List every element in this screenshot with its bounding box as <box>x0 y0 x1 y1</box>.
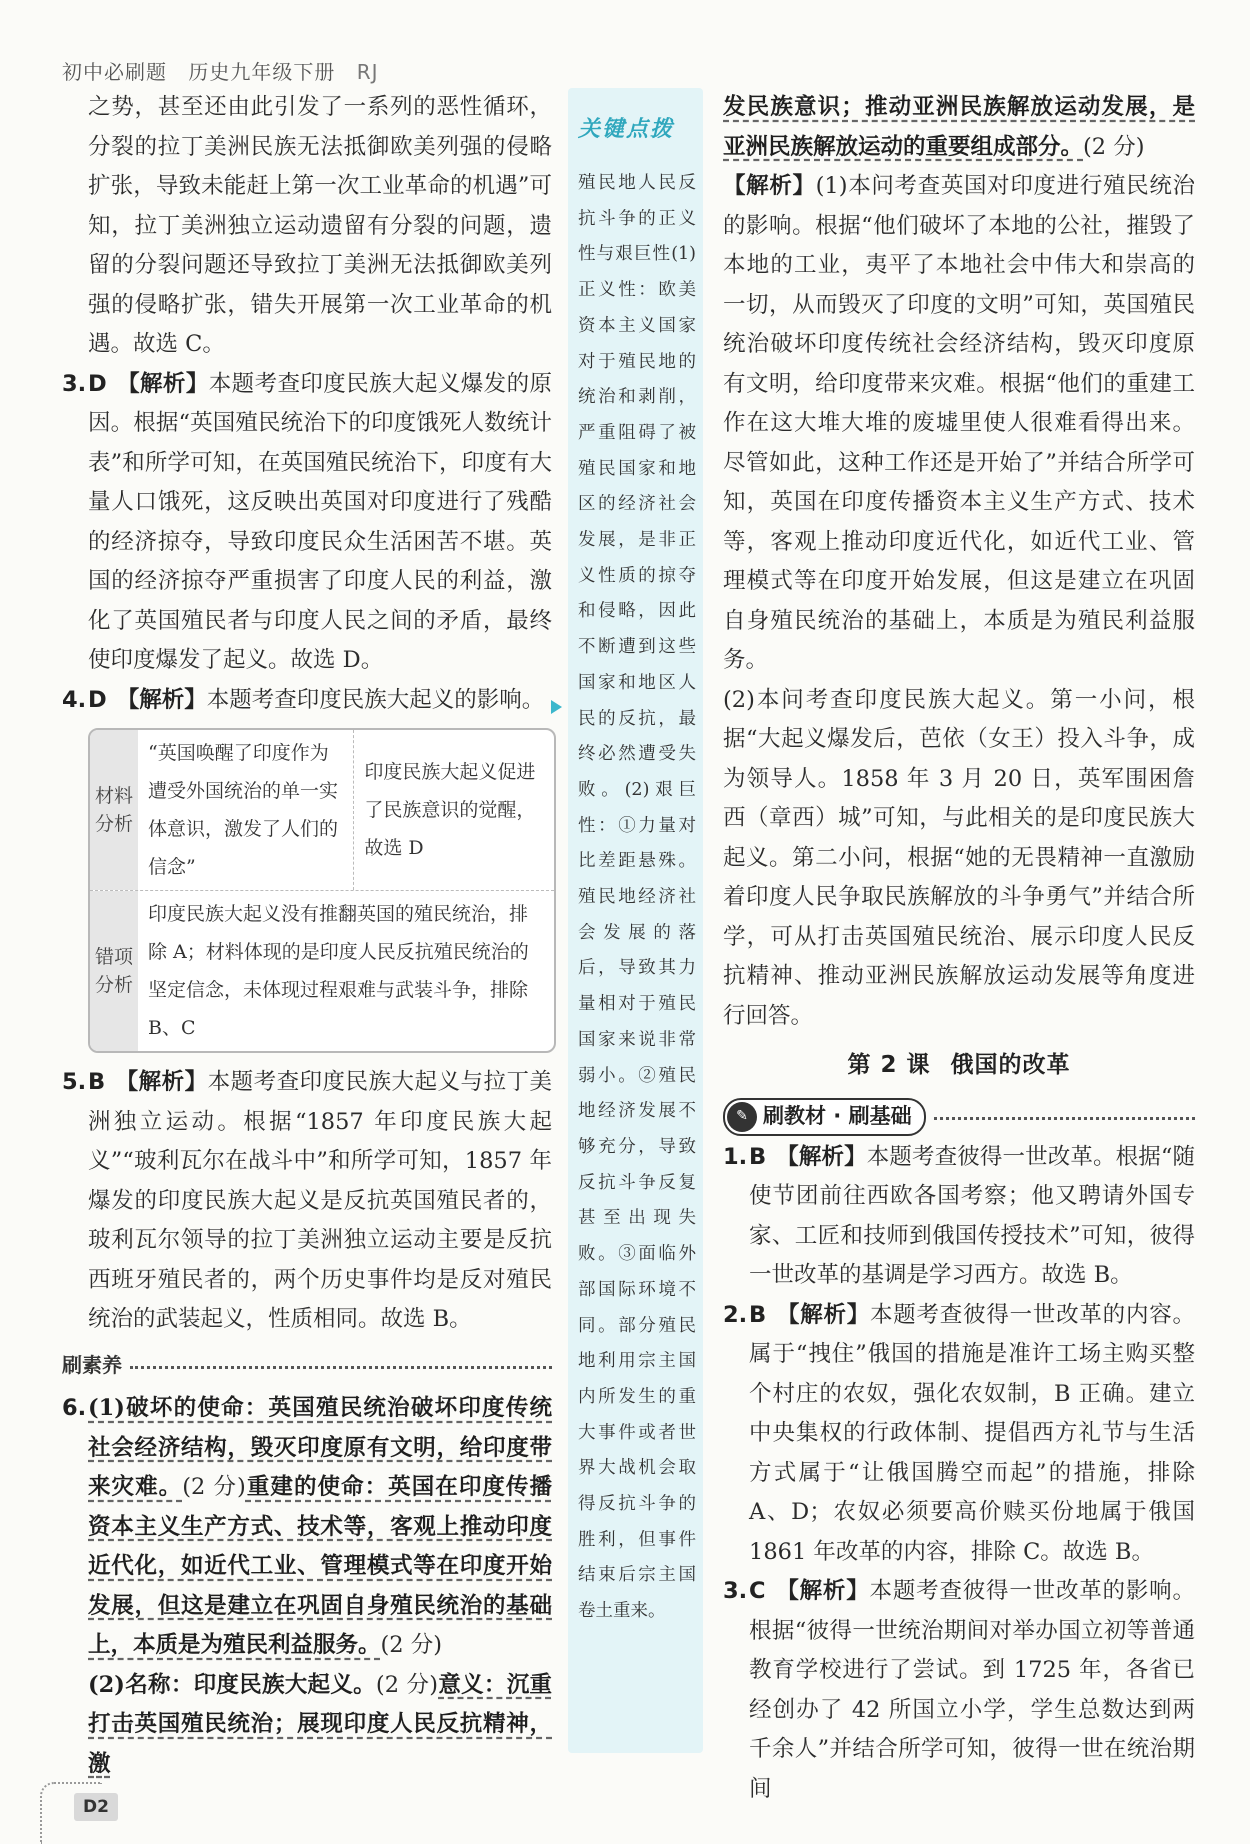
dotted-divider <box>130 1366 552 1369</box>
analysis-part1 <box>723 167 1195 681</box>
score: (2 分) <box>182 1474 246 1500</box>
edition-label: RJ <box>356 60 379 84</box>
analysis-text: 本题考查印度民族大起义与拉丁美洲独立运动。根据“1857 年印度民族大起义”“玻利瓦尔在战斗中”和所学可知，1857 年爆发的印度民族大起义是反抗英国殖民者的，玻利瓦尔领导的拉丁美洲独立运动主要是反抗西班牙殖民者的，两个历史事件均是反对殖民统治的武装起义，性质相同。故选 B。 <box>88 1069 552 1332</box>
book-icon: ✎ <box>727 1102 757 1132</box>
answer-letter: D <box>88 370 107 397</box>
question-3 <box>62 365 552 681</box>
question-4 <box>62 681 552 721</box>
analysis-table <box>88 728 556 1053</box>
question-3-right <box>723 1572 1195 1809</box>
book-title: 初中必刷题 <box>62 60 167 84</box>
material-note: 印度民族大起义促进了民族意识的觉醒，故选 D <box>364 761 536 859</box>
analysis-text: 本题考查印度民族大起义爆发的原因。根据“英国殖民统治下的印度饿死人数统计表”和所学可知，在英国殖民统治下，印度有大量人口饿死，这反映出英国对印度进行了残酷的经济掠夺，导致印度民众生活困苦不堪。英国的经济掠夺严重损害了印度人民的利益，激化了英国殖民者与印度人民之间的矛盾，最终使印度爆发了起义。故选 D。 <box>88 370 552 673</box>
answer-part1-destroy: (1)破坏的使命：英国殖民统治破坏印度传统社会经济结构，毁灭印度原有文明，给印度带来灾难。 <box>88 1395 552 1500</box>
row-header: 错项分析 <box>90 891 138 1051</box>
analysis-text: 本题考查彼得一世改革的影响。根据“彼得一世统治期间对举办国立初等普通教育学校进行了尝试。到 1725 年，各省已经创办了 42 所国立小学，学生总数达到两千余人”并结合所学可知，彼得一世在统治期间 <box>749 1578 1195 1802</box>
section-heading <box>62 1346 552 1386</box>
analysis-tag: 【解析】 <box>775 1578 870 1604</box>
section-label: 刷教材 · 刷基础 <box>763 1103 912 1128</box>
question-2 <box>723 1296 1195 1573</box>
continued-answer <box>723 88 1195 167</box>
page-header <box>62 56 393 85</box>
answer-letter: B <box>749 1301 767 1328</box>
lesson-number: 第 2 课 <box>847 1052 931 1078</box>
score: (2 分) <box>380 1632 443 1658</box>
analysis-tag: 【解析】 <box>776 1143 867 1170</box>
sidebar-title: 关键点拨 <box>578 116 675 142</box>
answer-part1-rebuild: 重建的使命：英国在印度传播资本主义生产方式、技术等，客观上推动印度近代化，如近代工业、管理模式等在印度开始发展，但这是建立在巩固自身殖民统治的基础上，本质是为殖民利益服务。 <box>88 1474 552 1658</box>
lesson-name: 俄国的改革 <box>950 1052 1071 1078</box>
answer-letter: C <box>749 1578 766 1604</box>
question-1 <box>723 1138 1195 1296</box>
analysis-part2: (2)本问考查印度民族大起义。第一小问，根据“大起义爆发后，芭依（女王）投入斗争，成为领导人。1858 年 3 月 20 日，英军围困詹西（章西）城”可知，与此相关的是印度民族大起义。第二小问，根据“她的无畏精神一直激励着印度人民争取民族解放的斗争勇气”并结合所学，可从打击英国殖民统治、展示印度人民反抗精神、推动亚洲民族解放运动发展等角度进行回答。 <box>723 686 1195 1029</box>
pointer-arrow-icon <box>551 700 562 714</box>
section-label: 刷素养 <box>62 1352 122 1377</box>
right-column <box>723 88 1195 1809</box>
subject-title: 历史九年级下册 <box>188 60 336 84</box>
lesson-title <box>723 1046 1195 1086</box>
analysis-tag: 【解析】 <box>723 173 816 199</box>
analysis-text: 本题考查印度民族大起义的影响。 <box>206 686 545 713</box>
question-number: 3. <box>62 370 87 397</box>
continued-answer: 之势，甚至还由此引发了一系列的恶性循环，分裂的拉丁美洲民族无法抵御欧美列强的侵略扩张，导致未能赶上第一次工业革命的机遇”可知，拉丁美洲独立运动遗留有分裂的问题，遗留的分裂问题还导致拉丁美洲无法抵御欧美列强的侵略扩张，错失开展第一次工业革命的机遇。故选 C。 <box>88 94 552 357</box>
answer-letter: D <box>88 686 107 713</box>
question-number: 3. <box>723 1578 748 1604</box>
answer-part2-name: (2)名称：印度民族大起义。 <box>88 1671 376 1698</box>
question-number: 5. <box>62 1069 87 1095</box>
section-heading <box>723 1098 1195 1136</box>
answer-continued: 发民族意识；推动亚洲民族解放运动发展，是亚洲民族解放运动的重要组成部分。 <box>723 94 1195 160</box>
answer-part2-significance: 意义：沉重打击英国殖民统治；展现印度人民反抗精神，激 <box>88 1671 552 1777</box>
table-row <box>90 891 554 1051</box>
analysis-tag: 【解析】 <box>776 1301 870 1328</box>
question-number: 1. <box>723 1143 748 1170</box>
analysis-tag: 【解析】 <box>115 1069 208 1095</box>
analysis-tag: 【解析】 <box>116 686 207 713</box>
wrong-option-analysis: 印度民族大起义没有推翻英国的殖民统治，排除 A；材料体现的是印度人民反抗殖民统治的坚定信念，未体现过程艰难与武装斗争，排除 B、C <box>148 903 529 1039</box>
section-pill <box>723 1098 926 1136</box>
answer-letter: B <box>88 1069 106 1095</box>
score: (2 分) <box>375 1671 439 1698</box>
material-quote: “英国唤醒了印度作为遭受外国统治的单一实体意识，激发了人们的信念” <box>138 730 354 890</box>
analysis-text: 本题考查彼得一世改革的内容。属于“拽住”俄国的措施是准许工场主购买整个村庄的农奴，强化农奴制，B 正确。建立中央集权的行政体制、提倡西方礼节与生活方式属于“让俄国腾空而起”的措施，排除 A、D；农奴必须要高价赎买份地属于俄国 1861 年改革的内容，排除 C。故选 B。 <box>749 1301 1195 1565</box>
dotted-divider <box>934 1117 1195 1120</box>
question-number: 4. <box>62 686 87 713</box>
sidebar-text: 殖民地人民反抗斗争的正义性与艰巨性(1)正义性：欧美资本主义国家对于殖民地的统治和剥削，严重阻碍了被殖民国家和地区的经济社会发展，是非正义性质的掠夺和侵略，因此不断遭到这些国家和地区人民的反抗，最终必然遭受失败。(2)艰巨性：①力量对比差距悬殊。殖民地经济社会发展的落后，导致其力量相对于殖民国家来说非常弱小。②殖民地经济发展不够充分，导致反抗斗争反复甚至出现失败。③面临外部国际环境不同。部分殖民地利用宗主国内所发生的重大事件或者世界大战机会取得反抗斗争的胜利，但事件结束后宗主国卷土重来。 <box>578 173 696 1622</box>
question-5 <box>62 1063 552 1340</box>
table-row <box>90 730 554 891</box>
answer-letter: B <box>749 1143 767 1170</box>
question-number: 2. <box>723 1301 748 1328</box>
question-number: 6. <box>62 1395 87 1421</box>
score: (2 分) <box>1083 133 1145 160</box>
row-header: 材料分析 <box>90 730 138 890</box>
left-column <box>62 88 552 1784</box>
analysis-text: (1)本问考查英国对印度进行殖民统治的影响。根据“他们破坏了本地的公社，摧毁了本地的工业，夷平了本地社会中伟大和崇高的一切，从而毁灭了印度的文明”可知，英国殖民统治破坏印度传统社会经济结构，毁灭印度原有文明，给印度带来灾难。根据“他们的重建工作在这大堆大堆的废墟里使人很难看得出来。尽管如此，这种工作还是开始了”并结合所学可知，英国在印度传播资本主义生产方式、技术等，客观上推动印度近代化，如近代工业、管理模式等在印度开始发展，但这是建立在巩固自身殖民统治的基础上，本质是为殖民利益服务。 <box>723 173 1195 673</box>
analysis-tag: 【解析】 <box>116 370 209 397</box>
page-number: D2 <box>74 1793 118 1821</box>
analysis-text: 本题考查彼得一世改革。根据“随使节团前往西欧各国考察；他又聘请外国专家、工匠和技师到俄国传授技术”可知，彼得一世改革的基调是学习西方。故选 B。 <box>749 1143 1195 1288</box>
question-6 <box>62 1389 552 1784</box>
